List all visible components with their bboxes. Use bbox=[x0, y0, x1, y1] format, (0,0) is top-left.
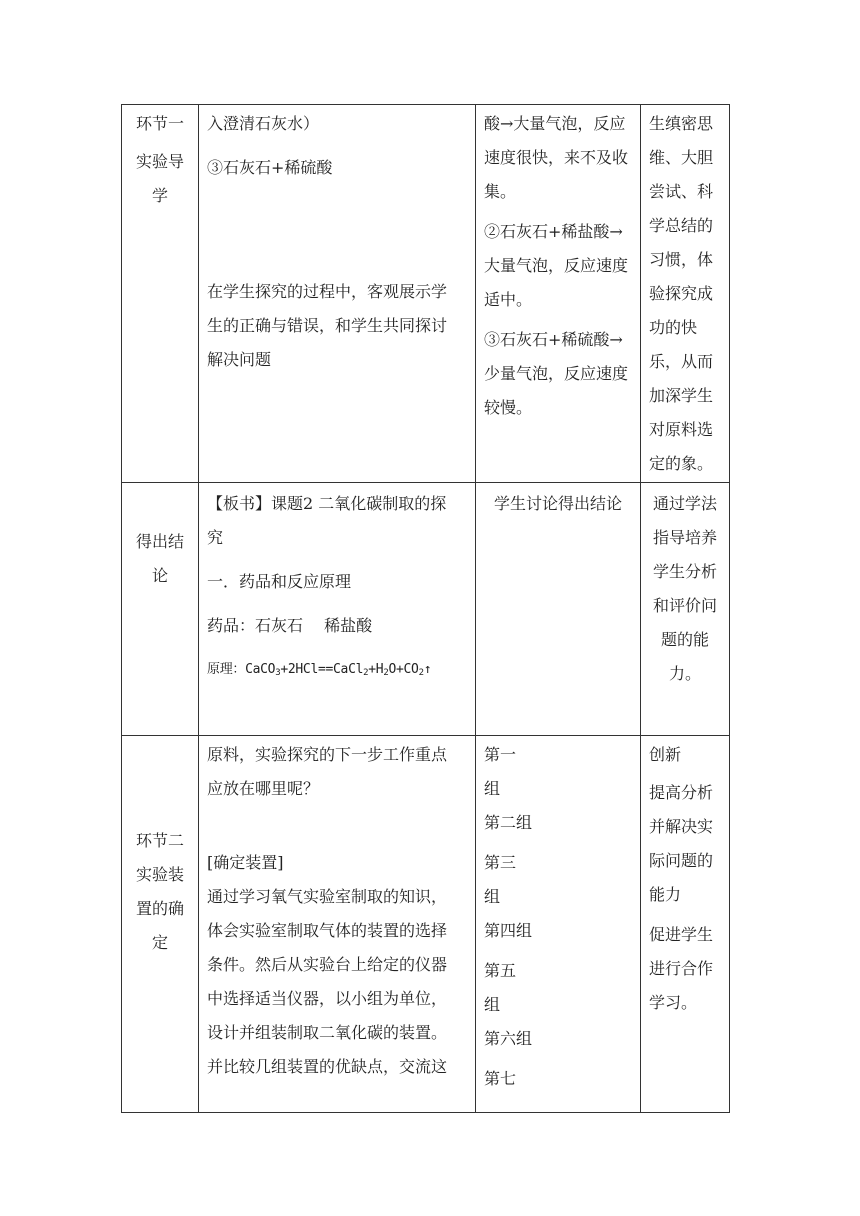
design-intent-cell bbox=[641, 483, 730, 736]
text-line: 速度很快，来不及收 bbox=[484, 148, 629, 167]
text-line: 原料，实验探究的下一步工作重点 bbox=[207, 745, 448, 764]
text-line: 大量气泡，反应速度 bbox=[484, 256, 629, 275]
text-line: 在学生探究的过程中，客观展示学 bbox=[207, 282, 448, 301]
text-line: 对原料选 bbox=[649, 420, 714, 439]
text-line: 体会实验室制取气体的装置的选择 bbox=[207, 921, 448, 940]
design-intent-cell bbox=[641, 105, 730, 483]
text-line: 维、大胆 bbox=[649, 148, 714, 167]
table-row bbox=[122, 105, 730, 483]
stage-label: 置的确 bbox=[135, 899, 184, 918]
text-line: 提高分析 bbox=[649, 783, 714, 802]
text-line: 组 bbox=[484, 887, 501, 906]
stage-label: 学 bbox=[151, 186, 168, 205]
stage-label: 实验导 bbox=[135, 152, 184, 171]
text-line: 通过学法 bbox=[652, 494, 717, 513]
stage-label: 定 bbox=[151, 933, 168, 952]
teacher-activity-cell bbox=[199, 483, 476, 736]
text-line: 加深学生 bbox=[649, 386, 714, 405]
text-line: 组 bbox=[484, 995, 501, 1014]
text-line: 解决问题 bbox=[207, 350, 272, 369]
text-line: 中选择适当仪器，以小组为单位， bbox=[207, 989, 448, 1008]
text-line: 【板书】课题2 二氧化碳制取的探 bbox=[207, 494, 447, 513]
stage-cell bbox=[122, 736, 199, 1113]
text-line: 并比较几组装置的优缺点，交流这 bbox=[207, 1057, 448, 1076]
text-line: 究 bbox=[207, 528, 224, 547]
design-intent-cell bbox=[641, 736, 730, 1113]
text-line: 入澄清石灰水） bbox=[207, 114, 320, 133]
stage-label: 实验装 bbox=[135, 865, 184, 884]
stage-label: 环节一 bbox=[135, 114, 184, 133]
text-line: [确定装置] bbox=[207, 853, 284, 872]
text-line: 第二组 bbox=[484, 813, 533, 832]
text-line: 验探究成 bbox=[649, 284, 714, 303]
text-line: 学生讨论得出结论 bbox=[493, 494, 622, 513]
student-activity-cell bbox=[476, 105, 641, 483]
stage-label: 环节二 bbox=[135, 831, 184, 850]
text-line: 第五 bbox=[484, 961, 517, 980]
teacher-activity-cell bbox=[199, 105, 476, 483]
stage-label: 得出结 bbox=[135, 532, 184, 551]
text-line: 第四组 bbox=[484, 921, 533, 940]
text-line: 第六组 bbox=[484, 1029, 533, 1048]
text-line: 组 bbox=[484, 779, 501, 798]
text-line: 习惯，体 bbox=[649, 250, 714, 269]
text-line: 第七 bbox=[484, 1069, 517, 1088]
text-line: 学习。 bbox=[649, 993, 698, 1012]
text-line: ③石灰石+稀硫酸→ bbox=[484, 330, 623, 349]
text-line: 适中。 bbox=[484, 290, 533, 309]
text-line: 际问题的 bbox=[649, 851, 714, 870]
table-row bbox=[122, 483, 730, 736]
text-line: 并解决实 bbox=[649, 817, 714, 836]
text-line: 第一 bbox=[484, 745, 517, 764]
text-line: 设计并组装制取二氧化碳的装置。 bbox=[207, 1023, 448, 1042]
text-line: 功的快 bbox=[649, 318, 698, 337]
stage-cell bbox=[122, 105, 199, 483]
text-line: 尝试、科 bbox=[649, 182, 714, 201]
text-line: 集。 bbox=[484, 182, 517, 201]
text-line: 和评价问 bbox=[652, 596, 717, 615]
text-line: 生的正确与错误，和学生共同探讨 bbox=[207, 316, 448, 335]
text-line: ③石灰石+稀硫酸 bbox=[207, 158, 333, 177]
text-line: 学总结的 bbox=[649, 216, 714, 235]
table-row bbox=[122, 736, 730, 1113]
text-line: 学生分析 bbox=[652, 562, 717, 581]
text-line: 力。 bbox=[668, 664, 701, 683]
text-line: 条件。然后从实验台上给定的仪器 bbox=[207, 955, 448, 974]
text-line: 第三 bbox=[484, 853, 517, 872]
text-line: 定的象。 bbox=[649, 454, 714, 473]
text-line: 进行合作 bbox=[649, 959, 714, 978]
text-line: 乐，从而 bbox=[649, 352, 714, 371]
text-line: 通过学习氧气实验室制取的知识， bbox=[207, 887, 448, 906]
stage-cell bbox=[122, 483, 199, 736]
text-line: 题的能 bbox=[660, 630, 709, 649]
text-line: 较慢。 bbox=[484, 398, 533, 417]
text-line: 指导培养 bbox=[652, 528, 717, 547]
text-line: 促进学生 bbox=[649, 925, 714, 944]
text-line: 药品：石灰石 稀盐酸 bbox=[207, 616, 373, 635]
text-line: 少量气泡，反应速度 bbox=[484, 364, 629, 383]
reaction-equation: 原理：$CaCO_3+2HCl==CaCl_2+H_2O+CO_2↑$ bbox=[207, 662, 432, 678]
text-line: 应放在哪里呢？ bbox=[207, 779, 320, 798]
text-line: 一．药品和反应原理 bbox=[207, 572, 352, 591]
text-line: 酸→大量气泡，反应 bbox=[484, 114, 626, 133]
student-activity-cell bbox=[476, 483, 641, 736]
text-line: 能力 bbox=[649, 885, 682, 904]
text-line: 创新 bbox=[649, 745, 682, 764]
teacher-activity-cell bbox=[199, 736, 476, 1113]
student-activity-cell bbox=[476, 736, 641, 1113]
stage-label: 论 bbox=[151, 566, 168, 585]
text-line: 生缜密思 bbox=[649, 114, 714, 133]
lesson-plan-table bbox=[121, 104, 730, 1113]
text-line: ②石灰石+稀盐酸→ bbox=[484, 222, 623, 241]
